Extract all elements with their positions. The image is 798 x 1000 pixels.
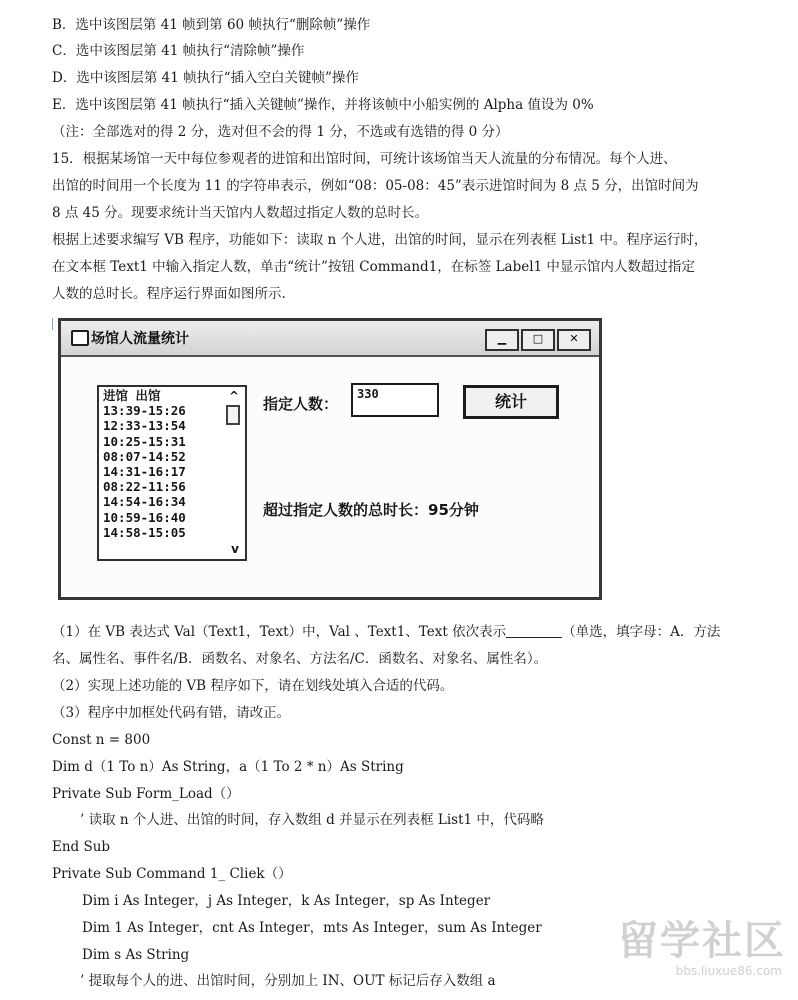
code-line-10: ’ 提取每个人的进、出馆时间，分别加上 IN、OUT 标记后存入数组 a [80, 973, 496, 989]
text-cursor [52, 318, 53, 330]
code-line-2: Dim d（1 To n）As String，a（1 To 2 * n）As String [52, 759, 404, 775]
vb-form-screenshot [58, 318, 602, 600]
form-titlebar [61, 321, 599, 357]
option-e: E．选中该图层第 41 帧执行“插入关键帧”操作，并将该帧中小船实例的 Alpha 值设为 0% [52, 97, 594, 113]
list1-listbox[interactable] [97, 385, 247, 561]
minimize-icon[interactable]: ▁ [485, 329, 519, 351]
question-3: （3）程序中加框处代码有错，请改正。 [52, 705, 291, 721]
question-2: （2）实现上述功能的 VB 程序如下，请在划线处填入合适的代码。 [52, 678, 454, 694]
q15-line-6: 人数的总时长。程序运行界面如图所示. [52, 286, 286, 302]
list-item[interactable]: 13:39-15:26 [103, 403, 186, 419]
code-line-9: Dim s As String [82, 947, 190, 963]
scrollbar-thumb[interactable] [226, 405, 240, 425]
q15-line-3: 8 点 45 分。现要求统计当天馆内人数超过指定人数的总时长。 [52, 205, 429, 221]
watermark-logo-text: 留学社区 [618, 918, 786, 964]
command1-button[interactable]: 统计 [463, 385, 559, 419]
scroll-up-icon[interactable]: ^ [228, 389, 239, 403]
code-line-5: End Sub [52, 839, 111, 855]
watermark-url: bbs.liuxue86.com [675, 964, 782, 978]
text1-input[interactable]: 330 [351, 383, 439, 417]
site-watermark [618, 918, 788, 992]
code-line-4: ’ 读取 n 个人进、出馆的时间，存入数组 d 并显示在列表框 List1 中，代码略 [80, 812, 544, 828]
scroll-down-icon[interactable]: v [231, 541, 239, 556]
option-b: B．选中该图层第 41 帧到第 60 帧执行“删除帧”操作 [52, 17, 371, 33]
q15-line-2: 出馆的时间用一个长度为 11 的字符串表示，例如“08：05-08：45”表示进馆时间为 8 点 5 分，出馆时间为 [52, 178, 699, 194]
q15-line-5: 在文本框 Text1 中输入指定人数，单击“统计”按钮 Command1，在标签 Label1 中显示馆内人数超过指定 [52, 259, 695, 275]
answer-blank [506, 623, 562, 638]
question-1-line-2: 名、属性名、事件名/B．函数名、对象名、方法名/C．函数名、对象名、属性名）。 [52, 651, 548, 667]
window-controls [485, 329, 591, 351]
question-1-text-a: （1）在 VB 表达式 Val（Text1，Text）中，Val 、Text1、Text 依次表示 [52, 624, 507, 640]
list-item[interactable]: 12:33-13:54 [103, 418, 186, 434]
q15-line-1: 15．根据某场馆一天中每位参观者的进馆和出馆时间，可统计该场馆当天人流量的分布情况。每个人进、 [52, 151, 677, 167]
question-1-text-b: （单选，填字母：A．方法 [562, 624, 721, 640]
option-d: D．选中该图层第 41 帧执行“插入空白关键帧”操作 [52, 70, 359, 86]
option-c: C．选中该图层第 41 帧执行“清除帧”操作 [52, 43, 305, 59]
list-item[interactable]: 14:54-16:34 [103, 494, 186, 510]
list-item[interactable]: 10:59-16:40 [103, 509, 186, 525]
list-item[interactable]: 14:31-16:17 [103, 464, 186, 480]
maximize-icon[interactable]: □ [521, 329, 555, 351]
list-item[interactable]: 10:25-15:31 [103, 433, 186, 449]
code-line-3: Private Sub Form_Load（） [52, 786, 240, 802]
label1-result: 超过指定人数的总时长：95分钟 [263, 501, 479, 519]
scoring-note: （注：全部选对的得 2 分，选对但不会的得 1 分，不选或有选错的得 0 分） [52, 124, 509, 140]
code-line-8: Dim 1 As Integer，cnt As Integer，mts As Integer，sum As Integer [82, 920, 542, 936]
list1-items [103, 388, 186, 540]
code-line-6: Private Sub Command 1_ Cliek（） [52, 866, 292, 882]
list-item[interactable]: 14:58-15:05 [103, 524, 186, 540]
count-label: 指定人数： [263, 395, 339, 413]
code-line-7: Dim i As Integer，j As Integer，k As Integer，sp As Integer [82, 893, 491, 909]
close-icon[interactable]: ✕ [557, 329, 591, 351]
question-1-line-1 [52, 622, 720, 642]
q15-line-4: 根据上述要求编写 VB 程序，功能如下：读取 n 个人进，出馆的时间，显示在列表框 List1 中。程序运行时， [52, 232, 708, 248]
form-app-icon [71, 330, 89, 346]
list-header: 进馆 出馆 [103, 388, 161, 403]
code-line-1: Const n = 800 [52, 732, 151, 748]
list-item[interactable]: 08:07-14:52 [103, 448, 186, 464]
form-title: 场馆人流量统计 [91, 331, 189, 347]
list-item[interactable]: 08:22-11:56 [103, 479, 186, 495]
